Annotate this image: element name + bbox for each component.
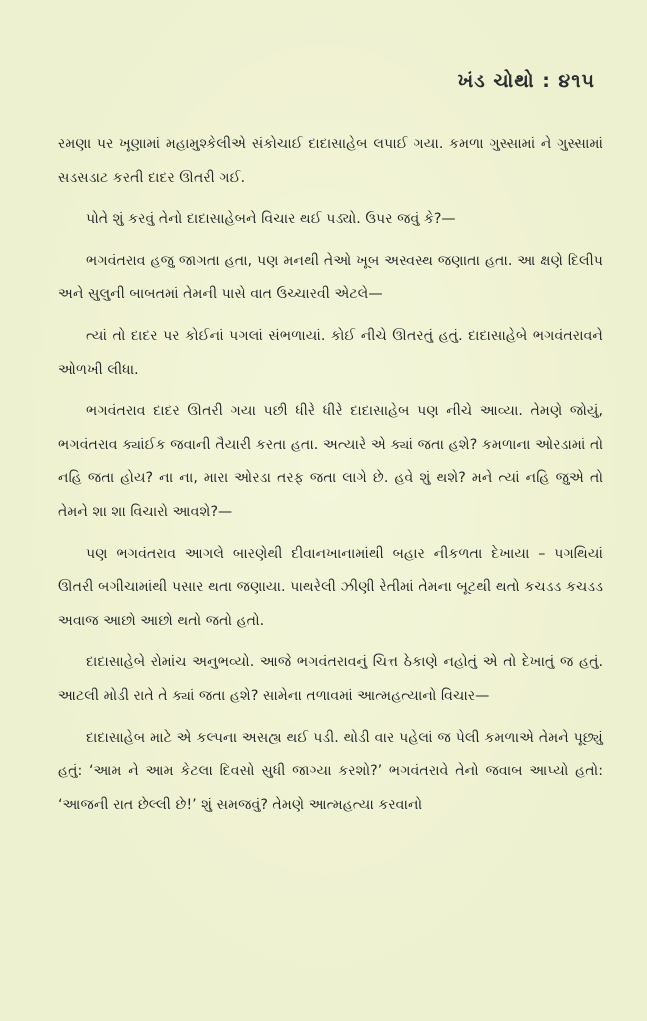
paragraph-2: પોતે શું કરવું તેનો દાદાસાહેબને વિચાર થઈ પડ્યો. ઉપર જવું કે?— — [86, 211, 456, 228]
paragraph-3: ભગવંતરાવ હજુ જાગતા હતા, પણ મનથી તેઓ ખૂબ અસ્વસ્થ જણાતા હતા. આ ક્ષણે દિલીપ અને સુલુની બાબતમાં તેમની પાસે વાત ઉચ્ચારવી એટલે— — [58, 252, 603, 303]
running-header: ખંડ ચોથો : ૪૧૫ — [457, 70, 595, 92]
paragraph-8: દાદાસાહેબ માટે એ કલ્પના અસહ્ય થઈ પડી. થોડી વાર પહેલાં જ પેલી કમળાએ તેમને પૂછ્યું હતું: ‘આમ ને આમ કેટલા દિવસો સુધી જાગ્યા કરશો?’ ભગવંતરાવે તેનો જવાબ આપ્યો હતો: ‘આજની રાત છેલ્લી છે!’ શું સમજવું? તેમણે આત્મહત્યા કરવાનો — [58, 729, 603, 813]
paragraph-1: રમણા પર ખૂણામાં મહામુશ્કેલીએ સંકોચાઈ દાદાસાહેબ લપાઈ ગયા. કમળા ગુસ્સામાં ને ગુસ્સામાં સડસડાટ કરતી દાદર ઊતરી ગઈ. — [58, 136, 603, 186]
paragraph-4: ત્યાં તો દાદર પર કોઈનાં પગલાં સંભળાયાં. કોઈ નીચે ઊતરતું હતું. દાદાસાહેબે ભગવંતરાવને ઓળખી લીધા. — [58, 327, 603, 378]
paragraph-7: દાદાસાહેબે રોમાંચ અનુભવ્યો. આજે ભગવંતરાવનું ચિત્ત ઠેકાણે નહોતું એ તો દેખાતું જ હતું. આટલી મોડી રાતે તે ક્યાં જતા હશે? સામેના તળાવમાં આત્મહત્યાનો વિચાર— — [58, 654, 603, 704]
body-text — [58, 128, 603, 830]
paragraph-6: પણ ભગવંતરાવ આગલે બારણેથી દીવાનખાનામાંથી બહાર નીકળતા દેખાયા – પગથિયાં ઊતરી બગીચામાંથી પસાર થતા જણાયા. પાથરેલી ઝીણી રેતીમાં તેમના બૂટથી થતો કચડડ કચડડ અવાજ આછો આછો થતો જતો હતો. — [58, 545, 603, 629]
paragraph-5: ભગવંતરાવ દાદર ઊતરી ગયા પછી ધીરે ધીરે દાદાસાહેબ પણ નીચે આવ્યા. તેમણે જોયું, ભગવંતરાવ ક્યાંઈક જવાની તૈયારી કરતા હતા. અત્યારે એ ક્યાં જતા હશે? કમળાના ઓરડામાં તો નહિ જતા હોય? ના ના, મારા ઓરડા તરફ જતા લાગે છે. હવે શું થશે? મને ત્યાં નહિ જુએ તો તેમને શા શા વિચારો આવશે?— — [58, 403, 603, 520]
